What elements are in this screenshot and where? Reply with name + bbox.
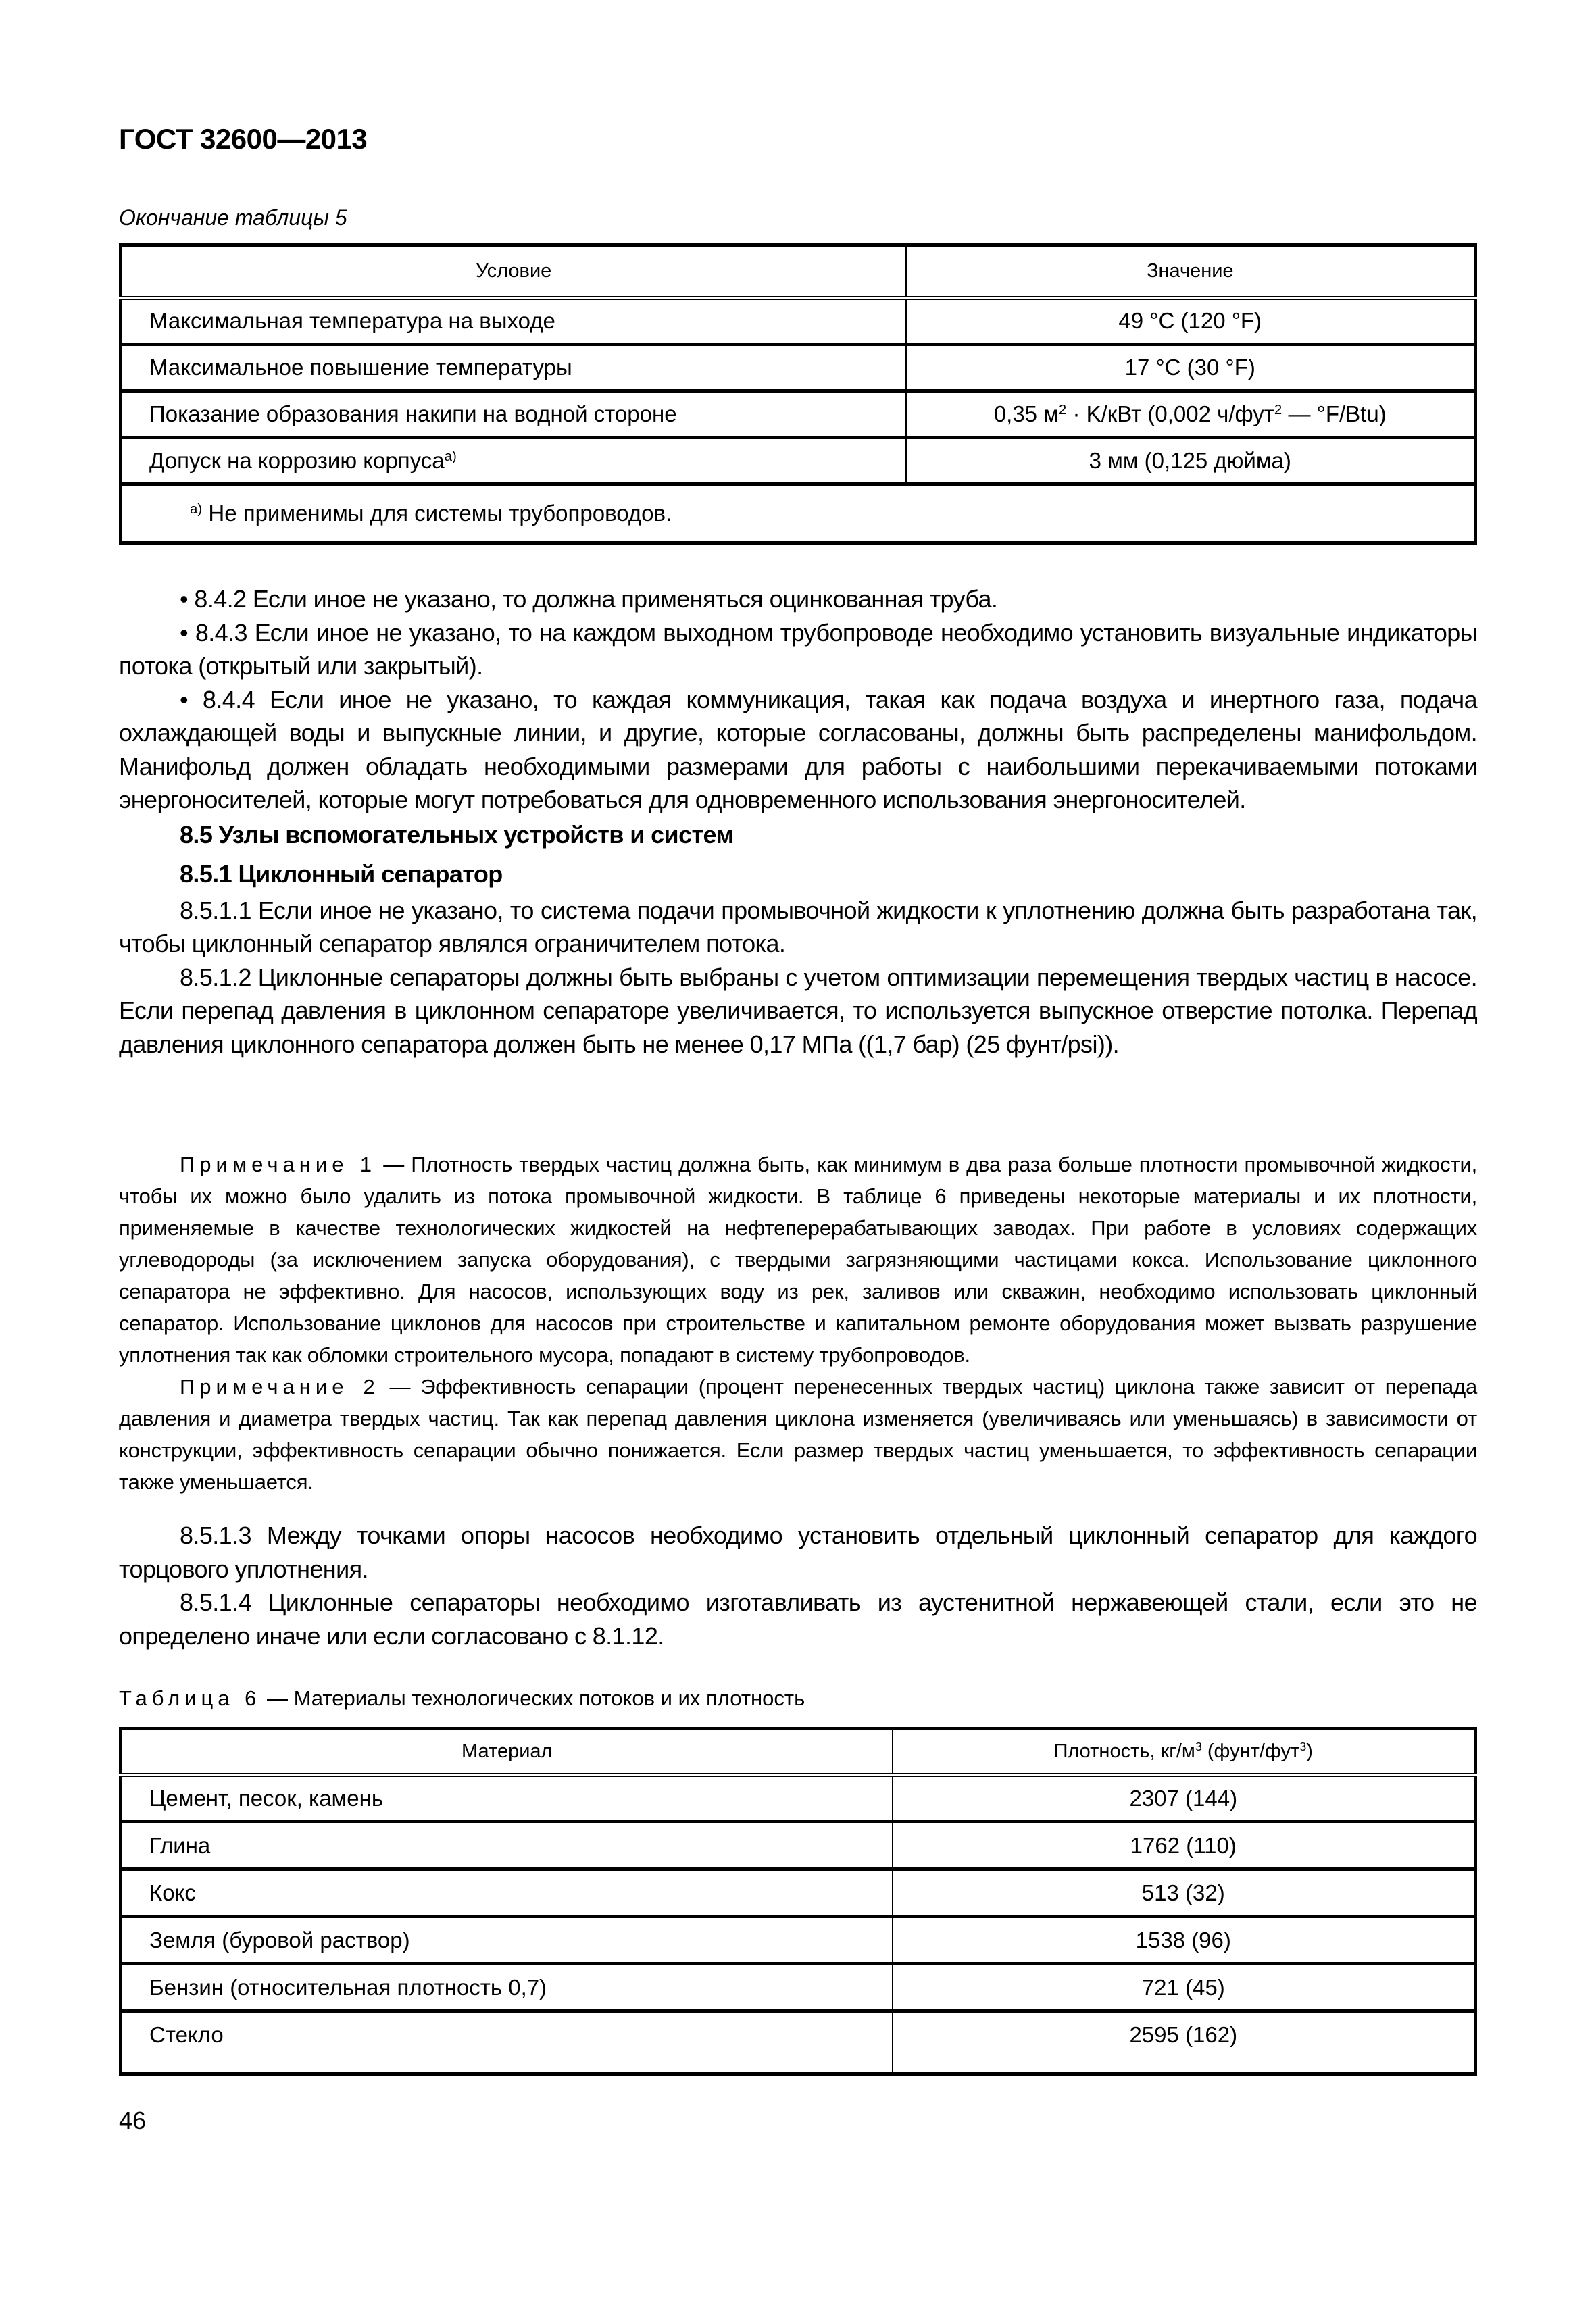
document-title: ГОСТ 32600—2013 (119, 123, 368, 155)
section-8-4-text (119, 582, 1477, 1061)
notes-block (119, 1149, 1477, 1498)
header-text: ) (1306, 1740, 1313, 1762)
note-2 (119, 1371, 1477, 1498)
density-cell: 2595 (162) (893, 2011, 1476, 2074)
material-cell: Стекло (121, 2011, 893, 2074)
table-row (121, 1775, 1476, 1822)
table-row (121, 345, 1476, 391)
value-text: — °F/Btu) (1282, 401, 1387, 426)
value-cell: 49 °C (120 °F) (906, 298, 1476, 345)
condition-text: Допуск на коррозию корпуса (149, 448, 445, 473)
paragraph-8-4-4: • 8.4.4 Если иное не указано, то каждая коммуникация, такая как подача воздуха и инертного газа, подача охлаждающей воды и выпускные линии, и другие, которые согласованы, должны быть распределены манифольдом. Манифольд должен обладать необходимыми размерами для работы с наибольшими перекачиваемыми потоками энергоносителей, которые могут потребоваться для одновременного использования энергоносителей. (119, 685, 1477, 813)
density-cell: 513 (32) (893, 1869, 1476, 1917)
table-row (121, 298, 1476, 345)
table-6-caption (119, 1686, 805, 1711)
condition-cell: Максимальная температура на выходе (121, 298, 906, 345)
paragraph-8-5-1-1: 8.5.1.1 Если иное не указано, то система подачи промывочной жидкости к уплотнению должна быть разработана так, чтобы циклонный сепаратор являлся ограничителем потока. (119, 896, 1477, 957)
note-1 (119, 1149, 1477, 1371)
paragraph-8-4-2: • 8.4.2 Если иное не указано, то должна применяться оцинкованная труба. (180, 585, 998, 613)
note-label: Примечание 1 (180, 1153, 377, 1176)
superscript: 3 (1299, 1739, 1307, 1753)
condition-cell: Показание образования накипи на водной стороне (121, 391, 906, 438)
header-text: Плотность, кг/м (1053, 1740, 1195, 1762)
material-cell: Земля (буровой раствор) (121, 1917, 893, 1964)
note-text: — Плотность твердых частиц должна быть, как минимум в два раза больше плотности промывочной жидкости, чтобы их можно было удалить из потока промывочной жидкости. В таблице 6 приведены некоторые материалы и их плотности, применяемые в качестве технологических жидкостей на нефтеперерабатывающих заводах. При работе в условиях содержащих углеводороды (за исключением запуска оборудования), с твердыми загрязняющими частицами кокса. Использование циклонного сепаратора не эффективно. Для насосов, использующих воду из рек, заливов или скважин, необходимо использовать циклонный сепаратор. Использование циклонов для насосов при строительстве и капитальном ремонте оборудования может вызвать разрушение уплотнения так как обломки строительного мусора, попадают в систему трубопроводов. (119, 1153, 1478, 1367)
value-cell: 3 мм (0,125 дюйма) (906, 438, 1476, 484)
note-label: Примечание 2 (180, 1375, 380, 1399)
density-cell: 1538 (96) (893, 1917, 1476, 1964)
header-text: (фунт/фут (1201, 1740, 1300, 1762)
condition-cell (121, 438, 906, 484)
value-cell (906, 391, 1476, 438)
column-header-density (893, 1729, 1476, 1775)
table-caption-label: Таблица 6 (119, 1686, 261, 1710)
table-footnote-row (121, 484, 1476, 543)
section-8-5-1-continued (119, 1519, 1477, 1653)
table-row (121, 1917, 1476, 1964)
column-header-value: Значение (906, 245, 1476, 298)
table-row (121, 1964, 1476, 2011)
heading-8-5-1: 8.5.1 Циклонный сепаратор (180, 859, 503, 888)
material-cell: Бензин (относительная плотность 0,7) (121, 1964, 893, 2011)
footnote-mark: а) (190, 501, 203, 517)
note-text: — Эффективность сепарации (процент перенесенных твердых частиц) циклона также зависит от перепада давления и диаметра твердых частиц. Так как перепад давления циклона изменяется (увеличиваясь или уменьшаясь) в зависимости от конструкции, эффективность сепарации обычно понижается. Если размер твердых частиц уменьшается, то эффективность сепарации также уменьшается. (119, 1375, 1477, 1494)
material-cell: Кокс (121, 1869, 893, 1917)
value-text: 0,35 м (993, 401, 1059, 426)
condition-cell: Максимальное повышение температуры (121, 345, 906, 391)
superscript: 2 (1058, 401, 1067, 418)
table-footnote (121, 484, 1476, 543)
superscript: 2 (1274, 401, 1282, 418)
footnote-text: Не применимы для системы трубопроводов. (202, 501, 672, 526)
table-continuation-caption: Окончание таблицы 5 (119, 205, 347, 230)
density-cell: 2307 (144) (893, 1775, 1476, 1822)
table-row (121, 391, 1476, 438)
table-header-row (121, 245, 1476, 298)
table-caption-text: — Материалы технологических потоков и их плотность (261, 1686, 805, 1710)
footnote-ref: а) (444, 448, 457, 464)
table-header-row (121, 1729, 1476, 1775)
paragraph-8-4-3: • 8.4.3 Если иное не указано, то на каждом выходном трубопроводе необходимо установить визуальные индикаторы потока (открытый или закрытый). (119, 618, 1477, 680)
column-header-material: Материал (121, 1729, 893, 1775)
density-cell: 721 (45) (893, 1964, 1476, 2011)
material-cell: Глина (121, 1822, 893, 1869)
value-text: · K/кВт (0,002 ч/фут (1066, 401, 1274, 426)
material-cell: Цемент, песок, камень (121, 1775, 893, 1822)
paragraph-8-5-1-3: 8.5.1.3 Между точками опоры насосов необходимо установить отдельный циклонный сепаратор для каждого торцового уплотнения. (119, 1521, 1477, 1583)
paragraph-8-5-1-2: 8.5.1.2 Циклонные сепараторы должны быть выбраны с учетом оптимизации перемещения твердых частиц в насосе. Если перепад давления в циклонном сепараторе увеличивается, то используется выпускное отверстие потолка. Перепад давления циклонного сепаратора должен быть не менее 0,17 МПа ((1,7 бар) (25 фунт/psi)). (119, 963, 1477, 1058)
table-row (121, 1869, 1476, 1917)
table-row (121, 438, 1476, 484)
heading-8-5: 8.5 Узлы вспомогательных устройств и систем (180, 820, 734, 849)
paragraph-8-5-1-4: 8.5.1.4 Циклонные сепараторы необходимо изготавливать из аустенитной нержавеющей стали, если это не определено иначе или если согласовано с 8.1.12. (119, 1588, 1477, 1650)
value-cell: 17 °C (30 °F) (906, 345, 1476, 391)
table-5 (119, 243, 1477, 545)
table-6 (119, 1727, 1477, 2076)
superscript: 3 (1195, 1739, 1202, 1753)
table-row (121, 2011, 1476, 2074)
density-cell: 1762 (110) (893, 1822, 1476, 1869)
column-header-condition: Условие (121, 245, 906, 298)
page-number: 46 (119, 2107, 147, 2134)
table-row (121, 1822, 1476, 1869)
